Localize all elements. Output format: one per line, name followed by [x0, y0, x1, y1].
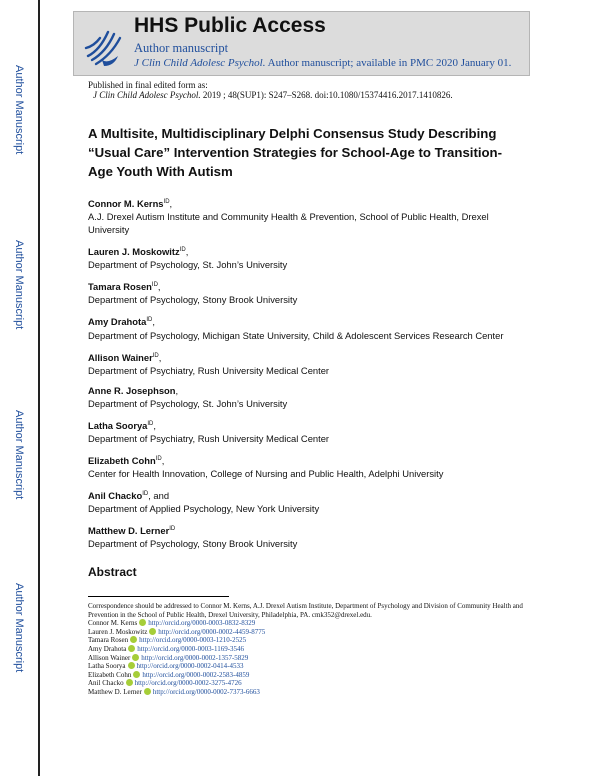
author-separator: , — [152, 316, 155, 328]
orcid-line — [88, 636, 528, 645]
orcid-icon — [128, 645, 135, 652]
side-label: Author Manuscript — [13, 240, 25, 330]
author-name: Matthew D. Lerner — [88, 525, 170, 537]
orcid-icon — [126, 679, 133, 686]
orcid-line — [88, 654, 528, 663]
side-margin — [0, 0, 38, 776]
author-affiliation: Department of Psychology, Stony Brook University — [88, 294, 298, 306]
hhs-eagle-logo — [78, 16, 132, 71]
author-name-line — [88, 196, 528, 210]
author-list — [88, 196, 528, 558]
orcid-icon — [132, 654, 139, 661]
author-affiliation: Department of Psychiatry, Rush University Medical Center — [88, 364, 330, 376]
orcid-line — [88, 688, 528, 697]
orcid-author: Anil Chacko — [88, 679, 124, 688]
author-affiliation: Department of Psychology, Stony Brook University — [88, 538, 298, 550]
orcid-line — [88, 628, 528, 637]
author-name-line — [88, 350, 528, 364]
abstract-heading: Abstract — [88, 565, 137, 579]
orcid-line — [88, 619, 528, 628]
author-entry — [88, 350, 528, 377]
author-name-line — [88, 244, 528, 258]
orcid-link[interactable]: http://orcid.org/0000-0002-3275-4726 — [134, 679, 242, 688]
orcid-author: Elizabeth Cohn — [88, 670, 132, 679]
orcid-icon — [128, 662, 135, 669]
availability-text: Author manuscript; available in PMC 2020 January 01. — [265, 57, 512, 69]
author-affiliation: Department of Psychology, St. John’s University — [88, 259, 288, 271]
author-affiliation: Department of Psychology, St. John’s University — [88, 397, 288, 409]
author-name: Lauren J. Moskowitz — [88, 246, 180, 258]
orcid-marker[interactable]: ID — [163, 199, 170, 205]
orcid-icon — [139, 619, 146, 626]
orcid-marker[interactable]: ID — [179, 247, 186, 254]
author-separator: , — [161, 454, 165, 466]
side-label: Author Manuscript — [13, 583, 25, 673]
orcid-author: Connor M. Kerns — [88, 619, 138, 628]
orcid-author: Tamara Rosen — [88, 636, 129, 645]
orcid-marker[interactable]: ID — [152, 352, 159, 359]
author-separator: , — [157, 281, 161, 293]
author-separator: , — [158, 351, 162, 363]
author-entry — [88, 244, 528, 271]
orcid-marker[interactable]: ID — [155, 455, 162, 462]
orcid-line — [88, 662, 528, 671]
orcid-link[interactable]: http://orcid.org/0000-0003-1169-3546 — [137, 644, 245, 653]
side-rule — [38, 0, 40, 776]
footnotes — [88, 602, 528, 697]
author-separator: , — [153, 419, 156, 431]
author-separator: , — [175, 384, 179, 396]
journal-availability — [134, 57, 511, 69]
orcid-author: Latha Soorya — [88, 662, 126, 671]
orcid-marker[interactable]: ID — [147, 420, 154, 427]
orcid-list — [88, 619, 528, 696]
orcid-icon — [130, 636, 137, 643]
author-entry — [88, 453, 528, 480]
author-name-line — [88, 523, 528, 537]
correspondence-note: Correspondence should be addressed to Connor M. Kerns, A.J. Drexel Autism Institute, Department of Psychology and Division of Community Health and Prevention in the School of Public Health, Drexel University, Philadelphia, PA. cmk352@drexel.edu. — [88, 602, 523, 619]
author-affiliation: Department of Applied Psychology, New York University — [88, 503, 320, 514]
orcid-link[interactable]: http://orcid.org/0000-0003-1210-2525 — [139, 636, 247, 645]
author-affiliation: Department of Psychology, Michigan State University, Child & Adolescent Services Research Center — [88, 329, 504, 341]
author-affiliation: Department of Psychiatry, Rush University Medical Center — [88, 432, 330, 444]
orcid-link[interactable]: http://orcid.org/0000-0002-0414-4533 — [136, 662, 244, 671]
citation — [93, 90, 453, 100]
author-affiliation: Center for Health Innovation, College of Nursing and Public Health, Adelphi University — [88, 467, 444, 479]
author-name: Allison Wainer — [88, 351, 153, 363]
journal-name: J Clin Child Adolesc Psychol. — [134, 57, 266, 69]
author-name: Connor M. Kerns — [88, 198, 164, 210]
published-in: Published in final edited form as: — [88, 80, 208, 90]
manuscript-type: Author manuscript — [134, 41, 229, 55]
orcid-line — [88, 679, 528, 688]
author-name-line — [88, 453, 528, 467]
author-affiliation: A.J. Drexel Autism Institute and Community Health & Prevention, School of Public Health, Drexel University — [88, 211, 489, 236]
orcid-icon — [133, 671, 140, 678]
orcid-author: Lauren J. Moskowitz — [88, 627, 148, 636]
author-name: Anil Chacko — [88, 490, 143, 501]
author-name-line — [88, 314, 528, 328]
author-separator: , and — [148, 490, 170, 501]
author-name: Tamara Rosen — [88, 281, 152, 293]
orcid-marker[interactable]: ID — [151, 282, 158, 289]
orcid-line — [88, 671, 528, 680]
author-entry — [88, 523, 528, 550]
author-name-line — [88, 418, 528, 432]
orcid-marker[interactable]: ID — [169, 526, 176, 532]
page-title: HHS Public Access — [134, 14, 326, 37]
article-title: A Multisite, Multidisciplinary Delphi Consensus Study Describing “Usual Care” Intervention Strategies for School-Age to Transition-Age Youth With Autism — [88, 126, 503, 179]
author-name: Amy Drahota — [88, 316, 147, 328]
citation-journal: J Clin Child Adolesc Psychol. — [93, 90, 201, 100]
orcid-icon — [144, 688, 151, 695]
author-entry — [88, 488, 528, 515]
orcid-line — [88, 645, 528, 654]
orcid-icon — [149, 628, 156, 635]
orcid-author: Amy Drahota — [88, 644, 127, 653]
author-name: Latha Soorya — [88, 419, 148, 431]
side-label: Author Manuscript — [13, 65, 25, 155]
author-name: Elizabeth Cohn — [88, 454, 156, 466]
author-entry — [88, 279, 528, 306]
author-name-line — [88, 385, 528, 397]
author-entry — [88, 385, 528, 410]
author-entry — [88, 314, 528, 341]
orcid-link[interactable]: http://orcid.org/0000-0002-4459-8775 — [158, 627, 266, 636]
citation-details: 2019 ; 48(SUP1): S247–S268. doi:10.1080/15374416.2017.1410826. — [200, 90, 453, 100]
author-name: Anne R. Josephson — [88, 384, 176, 396]
author-separator: , — [185, 246, 189, 258]
orcid-marker[interactable]: ID — [146, 317, 153, 324]
author-name-line — [88, 488, 528, 502]
side-label: Author Manuscript — [13, 410, 25, 500]
orcid-link[interactable]: http://orcid.org/0000-0002-1357-5829 — [141, 653, 249, 662]
author-entry — [88, 418, 528, 445]
hhs-header — [73, 11, 530, 76]
orcid-link[interactable]: http://orcid.org/0000-0002-2583-4859 — [142, 670, 250, 679]
orcid-marker[interactable]: ID — [142, 490, 149, 497]
orcid-author: Allison Wainer — [88, 653, 131, 662]
author-separator: , — [169, 198, 173, 210]
author-entry — [88, 196, 528, 236]
author-name-line — [88, 279, 528, 293]
orcid-author: Matthew D. Lerner — [88, 687, 142, 696]
orcid-link[interactable]: http://orcid.org/0000-0002-7373-6663 — [152, 687, 260, 696]
orcid-link[interactable]: http://orcid.org/0000-0003-0832-8329 — [148, 619, 256, 628]
footnote-rule — [88, 596, 229, 597]
